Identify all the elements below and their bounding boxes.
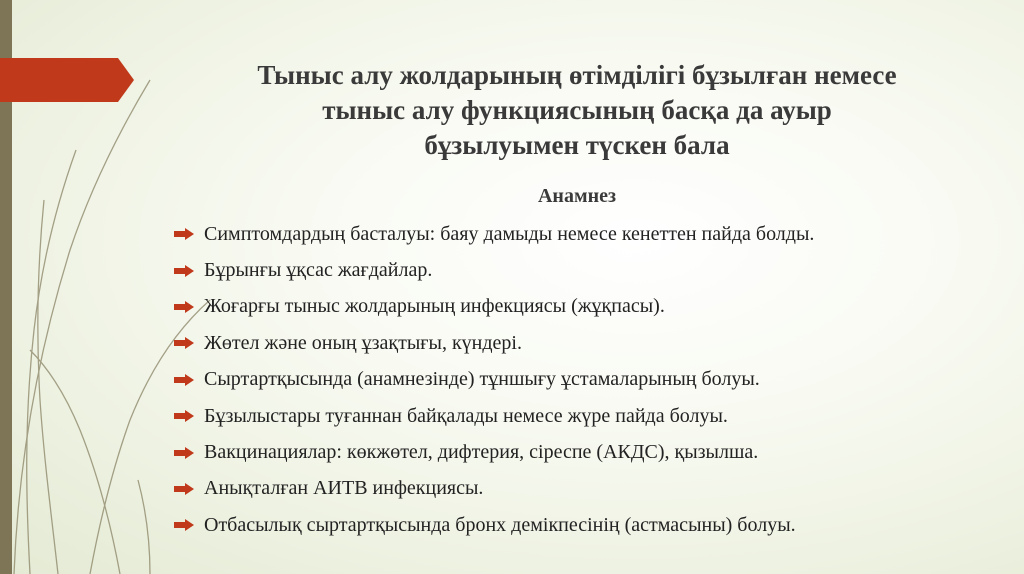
- bullet-item: [174, 434, 814, 470]
- bullet-item: [174, 362, 814, 398]
- decor-curve: [38, 200, 58, 574]
- bullet-item: [174, 507, 814, 543]
- arrow-bullet-icon: [174, 374, 194, 386]
- arrow-bullet-icon: [174, 228, 194, 240]
- bullet-item: [174, 325, 814, 361]
- title-line: бұзылуымен түскен бала: [424, 130, 730, 160]
- bullet-text: Симптомдардың басталуы: баяу дамыды немесе кенеттен пайда болды.: [204, 222, 815, 245]
- bullet-text: Анықталған АИТВ инфекциясы.: [204, 477, 484, 500]
- red-accent-tab: [0, 58, 134, 102]
- bullet-item: [174, 216, 814, 252]
- bullet-item: [174, 398, 814, 434]
- arrow-bullet-icon: [174, 301, 194, 313]
- arrow-bullet-icon: [174, 519, 194, 531]
- arrow-bullet-icon: [174, 483, 194, 495]
- decor-curve: [30, 350, 120, 574]
- arrow-bullet-icon: [174, 447, 194, 459]
- bullet-text: Вакцинациялар: көкжөтел, дифтерия, сіреспе (АКДС), қызылша.: [204, 441, 759, 464]
- slide-subtitle: Анамнез: [537, 185, 617, 207]
- bullet-item: [174, 471, 814, 507]
- bullet-list: [174, 216, 814, 544]
- decor-curve: [27, 150, 76, 574]
- bullet-text: Отбасылық сыртартқысында бронх демікпесінің (астмасыны) болуы.: [204, 513, 796, 536]
- bullet-text: Жөтел және оның ұзақтығы, күндері.: [204, 331, 522, 354]
- bullet-text: Бұрынғы ұқсас жағдайлар.: [204, 259, 433, 282]
- decor-curve: [138, 480, 150, 574]
- bullet-item: [174, 289, 814, 325]
- bullet-text: Жоғарғы тыныс жолдарының инфекциясы (жұқпасы).: [204, 295, 665, 318]
- title-line: Тыныс алу жолдарының өтімділігі бұзылған немесе: [257, 60, 897, 90]
- slide-title: [212, 58, 942, 163]
- arrow-bullet-icon: [174, 337, 194, 349]
- bullet-text: Сыртартқысында (анамнезінде) тұншығу ұстамаларының болуы.: [204, 368, 760, 391]
- bullet-item: [174, 252, 814, 288]
- title-line: тыныс алу функциясының басқа да ауыр: [322, 95, 832, 125]
- bullet-text: Бұзылыстары туғаннан байқалады немесе жүре пайда болуы.: [204, 404, 728, 427]
- arrow-bullet-icon: [174, 410, 194, 422]
- arrow-bullet-icon: [174, 265, 194, 277]
